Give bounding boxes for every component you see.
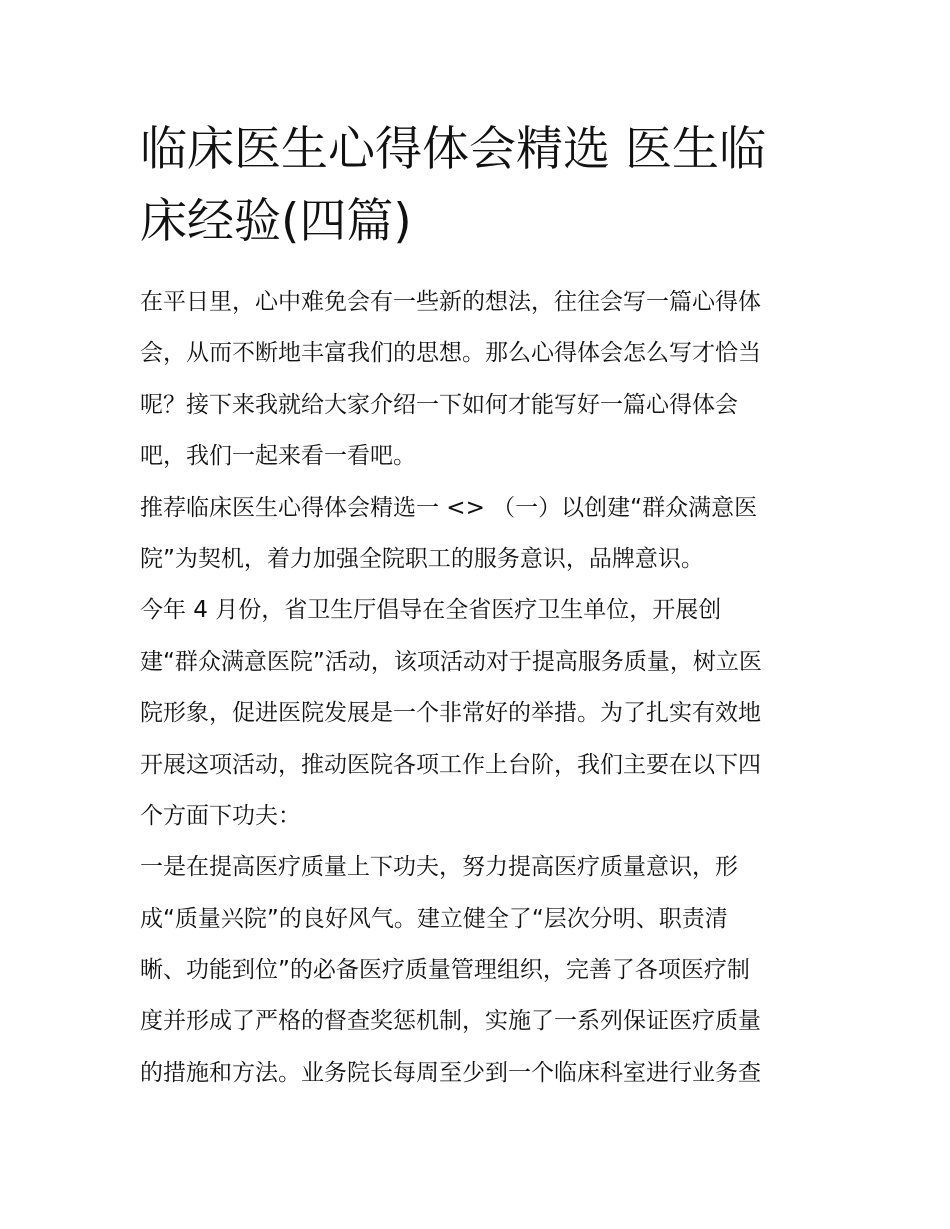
title-line: 床经验(四篇)	[140, 194, 412, 249]
body-line: 的措施和方法。业务院长每周至少到一个临床科室进行业务查	[140, 1059, 761, 1086]
title-line: 临床医生心得体会精选 医生临	[140, 122, 766, 177]
body-line: 今年 4 月份，省卫生厅倡导在全省医疗卫生单位，开展创	[140, 597, 722, 624]
document-body	[140, 277, 820, 1099]
document-title	[140, 114, 820, 258]
body-line: 成“质量兴院”的良好风气。建立健全了“层次分明、职责清	[140, 905, 728, 932]
body-line: 院”为契机，着力加强全院职工的服务意识，品牌意识。	[140, 545, 704, 572]
body-line: 推荐临床医生心得体会精选一 <> （一）以创建“群众满意医	[140, 494, 758, 521]
body-line: 呢？接下来我就给大家介绍一下如何才能写好一篇心得体会	[140, 391, 738, 418]
body-line: 个方面下功夫：	[140, 802, 301, 829]
body-line: 会，从而不断地丰富我们的思想。那么心得体会怎么写才恰当	[140, 340, 761, 367]
body-line: 吧，我们一起来看一看吧。	[140, 443, 416, 470]
body-line: 开展这项活动，推动医院各项工作上台阶，我们主要在以下四	[140, 751, 761, 778]
body-line: 晰、功能到位”的必备医疗质量管理组织，完善了各项医疗制	[140, 957, 750, 984]
body-line: 度并形成了严格的督查奖惩机制，实施了一系列保证医疗质量	[140, 1008, 761, 1035]
body-line: 一是在提高医疗质量上下功夫，努力提高医疗质量意识，形	[140, 854, 738, 881]
body-line: 在平日里，心中难免会有一些新的想法，往往会写一篇心得体	[140, 289, 761, 315]
body-line: 院形象，促进医院发展是一个非常好的举措。为了扎实有效地	[140, 700, 761, 727]
body-line: 建“群众满意医院”活动，该项活动对于提高服务质量，树立医	[140, 648, 762, 675]
